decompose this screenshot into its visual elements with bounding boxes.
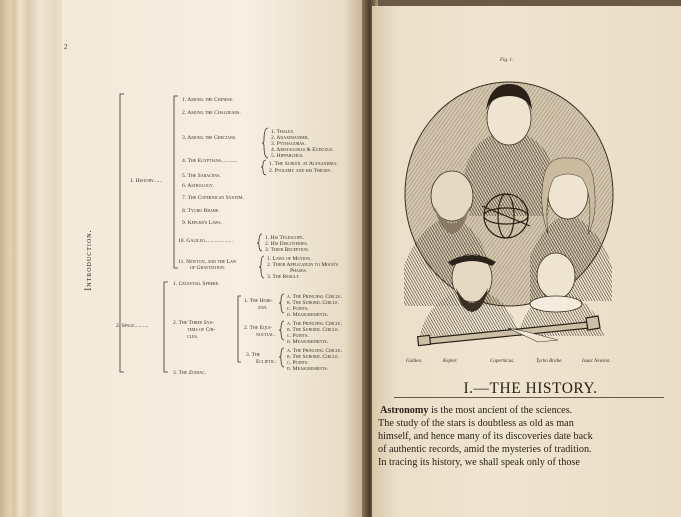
outline-subitem: d. Measurements.	[287, 339, 329, 345]
outline-system: Ecliptic.	[256, 359, 276, 365]
outline-subitem: 5. Hipparchus.	[271, 153, 304, 159]
outline-item: 5. The Saracens.	[182, 173, 221, 179]
outline-subitem: 3. The Result.	[267, 274, 300, 280]
outline-item: 4. The Egyptians............	[182, 158, 238, 164]
outline-subitem: 1. Laws of Motion.	[267, 256, 312, 262]
section-heading: I.—THE HISTORY.	[463, 380, 598, 397]
body-text-line: Astronomy is the most ancient of the sciences.	[380, 405, 573, 416]
outline-subitem: a. The Principal Circle.	[287, 348, 343, 354]
outline-space-label: 2. Space..........	[116, 323, 149, 329]
body-text-line: of authentic records, amid the mysteries of tradition.	[378, 444, 592, 455]
outline-subitem: 4. Aristagoras & Eudoxus.	[271, 147, 334, 153]
outline-subitem: d. Measurements.	[287, 312, 329, 318]
outline-item: 3. The Zodiac.	[173, 370, 207, 376]
outline-item: 10. Galileo....................	[178, 238, 233, 244]
outline-item: 9. Kepler's Laws.	[182, 220, 222, 226]
outline-item: 2. Among the Chaldeans.	[182, 110, 241, 116]
body-text-line: The study of the stars is doubtless as old as man	[378, 418, 574, 429]
portrait-name: Isaac Newton.	[582, 359, 611, 364]
outline-subitem: b. The Subord. Circle.	[287, 354, 340, 360]
outline-item: 7. The Copernican System.	[182, 195, 244, 201]
outline-subitem: 2. His Discoveries.	[265, 241, 309, 247]
portrait-name: Copernicus.	[490, 359, 515, 364]
outline-subitem: c. Points.	[287, 333, 309, 339]
outline-system: 1. The Hori-	[244, 298, 273, 304]
lead-word: Astronomy	[380, 405, 429, 416]
outline-system: zon.	[258, 305, 268, 311]
outline-item: 6. Astrology.	[182, 183, 215, 189]
outline-system: 2. The Equi-	[244, 325, 273, 331]
outline-item: 8. Tycho Brahe.	[182, 208, 220, 214]
portrait-name: Galileo.	[406, 359, 423, 364]
outline-subitem: b. The Subord. Circle.	[287, 327, 340, 333]
body-text-line: himself, and hence many of its discoveries date back	[378, 431, 593, 442]
outline-item: 11. Newton, and the Law	[178, 259, 237, 265]
outline-subitem: d. Measurements.	[287, 366, 329, 372]
outline-subitem: c. Points.	[287, 360, 309, 366]
outline-subitem: c. Points.	[287, 306, 309, 312]
heading-rule	[394, 397, 664, 398]
outline-subitem: 1. Thales.	[271, 129, 295, 135]
figure-label: Fig. 1.	[500, 58, 514, 63]
outline-item: 3. Among the Grecians.	[182, 135, 237, 141]
outline-system: noctial.	[256, 332, 275, 338]
astronomers-engraving	[398, 66, 620, 348]
outline-item: 2. The Three Sys-	[173, 320, 214, 326]
outline-subitem: 3. Pythagoras.	[271, 141, 306, 147]
outline-subitem: a. The Principal Circle.	[287, 321, 343, 327]
outline-item: of Gravitation.	[190, 265, 226, 271]
page-number: 2	[64, 43, 68, 51]
outline-subitem: 1. The School at Alexandria.	[269, 161, 338, 167]
outline-system: 3. The	[246, 352, 261, 358]
outline-subitem: 2. Ptolemy and his Theory.	[269, 168, 332, 174]
outline-item: cles.	[187, 334, 199, 340]
outline-subitem: a. The Principal Circle.	[287, 294, 343, 300]
body-text-line: In tracing its history, we shall speak only of those	[378, 457, 580, 468]
outline-subitem: 2. Anaximander.	[271, 135, 310, 141]
outline-history-label: 1. History......	[130, 178, 163, 184]
portrait-name: Tycho Brahe.	[536, 359, 563, 364]
portrait-name: Kepler.	[443, 359, 458, 364]
vertical-title: Introduction.	[83, 229, 93, 291]
outline-item: 1. Celestial Sphere.	[173, 281, 220, 287]
outline-subitem: 1. His Telescope.	[265, 235, 305, 241]
outline-subitem: b. The Subord. Circle.	[287, 300, 340, 306]
outline-subitem: Phases.	[290, 268, 308, 274]
outline-subitem: 3. Their Reception.	[265, 247, 310, 253]
outline-item: tems of Cir-	[187, 327, 216, 333]
outline-subitem: 2. Their Application to Moon's	[267, 262, 339, 268]
outline-item: 1. Among the Chinese.	[182, 97, 234, 103]
